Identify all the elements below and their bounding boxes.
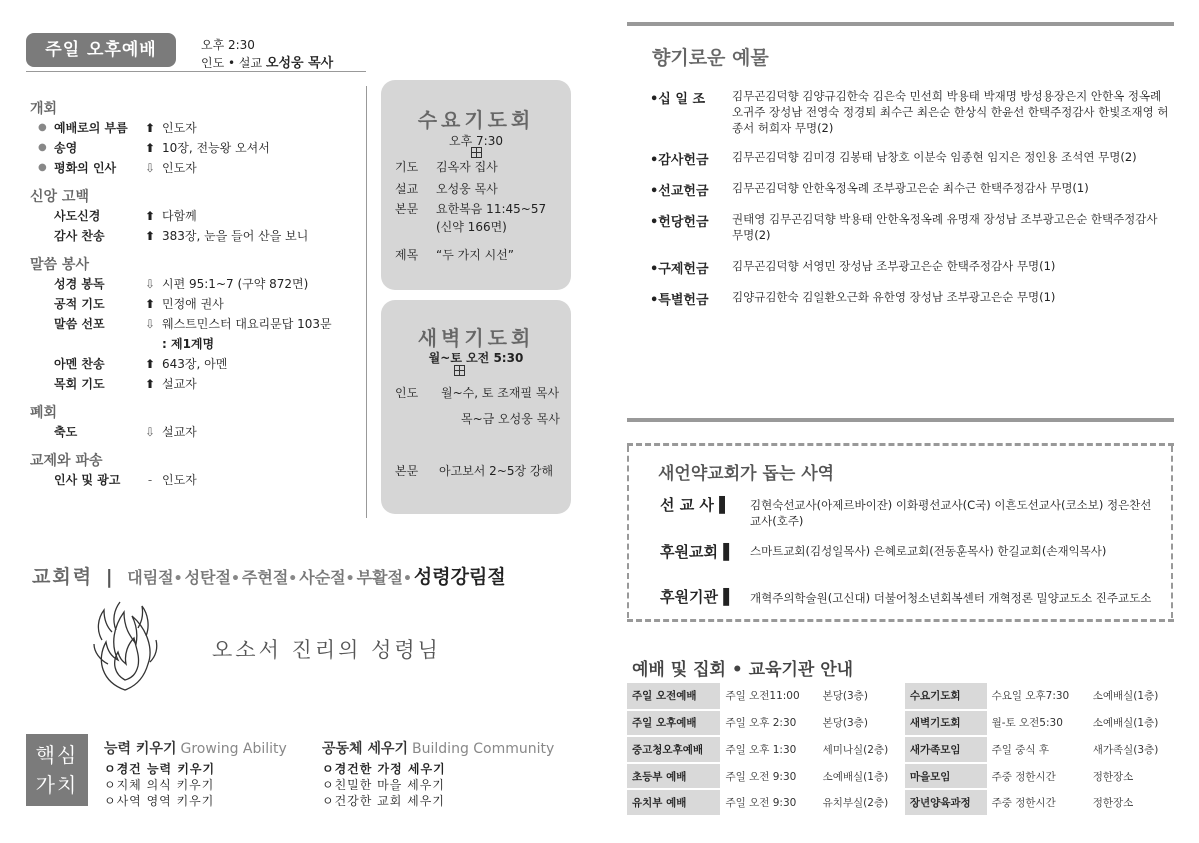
order-row xyxy=(30,422,370,442)
core-values-label-2: 가치 xyxy=(35,773,79,797)
stand-arrow-icon: ⬆ xyxy=(144,377,156,391)
column-divider xyxy=(366,86,367,518)
offering-names: 김무곤김덕향 안한옥정옥례 조부광고은순 최수근 한택주정감사 무명(1) xyxy=(732,181,1089,195)
table-row xyxy=(627,789,1175,816)
table-cell: 주일 오전 9:30 xyxy=(720,763,817,790)
order-of-service xyxy=(30,100,370,490)
dashed-border-bottom xyxy=(627,619,1174,622)
wednesday-prayer-box xyxy=(381,80,571,290)
wednesday-preacher-label: 설교 xyxy=(395,182,419,196)
support-label: 선 교 사 ▌ xyxy=(660,496,731,514)
wednesday-prayer-value: 김옥자 집사 xyxy=(436,160,498,174)
table-cell: 마을모임 xyxy=(905,763,987,790)
dawn-time: 월~토 오전 5:30 xyxy=(428,351,524,365)
wednesday-text-value: 요한복음 11:45~57 xyxy=(436,202,547,216)
table-cell: 소예배실(1층) xyxy=(1088,683,1175,710)
core-value-item: ㅇ경건 능력 키우기 xyxy=(104,762,216,776)
core-values-badge xyxy=(26,734,88,806)
bullet-icon: ● xyxy=(38,142,47,153)
service-leader-prefix: 인도 • 설교 xyxy=(201,56,263,70)
core-value-item: ㅇ사역 영역 키우기 xyxy=(104,794,215,808)
core-value-head-en: Growing Ability xyxy=(180,741,287,757)
core-value-head-en: Building Community xyxy=(412,741,555,757)
order-row xyxy=(30,274,370,294)
table-cell: 소예배실(1층) xyxy=(818,763,905,790)
table-cell: 주중 정한시간 xyxy=(987,763,1088,790)
order-item-name: 성경 봉독 xyxy=(54,277,105,291)
wednesday-preacher-value: 오성웅 목사 xyxy=(436,182,498,196)
core-value-item: ㅇ지체 의식 키우기 xyxy=(104,778,215,792)
section-heading: 개회 xyxy=(30,101,58,117)
table-cell: 본당(3층) xyxy=(818,710,905,737)
support-title: 새언약교회가 돕는 사역 xyxy=(658,464,835,484)
calendar-phrase: 오소서 진리의 성령님 xyxy=(212,638,441,662)
order-item-desc: 다함께 xyxy=(162,209,197,223)
wednesday-title: 수요기도회 xyxy=(417,108,535,132)
table-cell: 주일 오전예배 xyxy=(627,683,720,710)
wednesday-prayer-label: 기도 xyxy=(395,160,419,174)
wednesday-subject-label: 제목 xyxy=(395,248,419,262)
order-row xyxy=(30,374,370,394)
dashed-border-right xyxy=(1171,446,1173,618)
calendar-separator: • xyxy=(288,571,300,587)
table-cell: 유치부 예배 xyxy=(627,789,720,816)
core-value-item: ㅇ경건한 가정 세우기 xyxy=(322,762,446,776)
service-leader xyxy=(201,52,333,71)
offering-label: •감사헌금 xyxy=(650,153,709,168)
dawn-prayer-box xyxy=(381,300,571,514)
stand-arrow-icon: ⬆ xyxy=(144,357,156,371)
calendar-separator: • xyxy=(345,571,357,587)
bullet-icon: ● xyxy=(38,122,47,133)
offerings-title: 향기로운 예물 xyxy=(652,47,769,69)
stand-arrow-icon: ⬆ xyxy=(144,121,156,135)
offering-names: 김양규김한숙 김일환오근화 유한영 장성남 조부광고은순 무명(1) xyxy=(732,290,1056,304)
table-cell: 정한장소 xyxy=(1088,763,1175,790)
dawn-lead-line1: 월~수, 토 조재필 목사 xyxy=(441,386,560,400)
table-cell: 주일 오전11:00 xyxy=(720,683,817,710)
sit-arrow-icon: ⇩ xyxy=(144,425,156,439)
dawn-text-label: 본문 xyxy=(395,464,419,478)
section-heading: 말씀 봉사 xyxy=(30,257,89,273)
table-cell: 새벽기도회 xyxy=(905,710,987,737)
section-heading: 폐회 xyxy=(30,405,58,421)
order-item-desc: 643장, 아멘 xyxy=(162,357,228,371)
order-item-desc: 10장, 전능왕 오셔서 xyxy=(162,141,270,155)
church-calendar xyxy=(32,562,506,589)
table-row xyxy=(627,736,1175,763)
section-heading: 교제와 파송 xyxy=(30,453,103,469)
core-value-head-ko: 능력 키우기 xyxy=(104,741,177,757)
order-row xyxy=(30,314,370,334)
table-cell: 본당(3층) xyxy=(818,683,905,710)
wednesday-time: 오후 7:30 xyxy=(449,134,503,148)
table-cell: 수요기도회 xyxy=(905,683,987,710)
order-item-name: 축도 xyxy=(54,425,78,439)
offering-label: •구제헌금 xyxy=(650,262,709,277)
order-item-name: 사도신경 xyxy=(54,209,101,223)
core-values-label-1: 핵심 xyxy=(35,743,79,767)
order-row xyxy=(30,206,370,226)
order-item-desc: 설교자 xyxy=(162,425,197,439)
order-row xyxy=(30,138,370,158)
support-label-text: 선 교 사 xyxy=(660,496,714,514)
order-row xyxy=(30,334,370,354)
order-item-desc: 웨스트민스터 대요리문답 103문 xyxy=(162,317,332,331)
stand-arrow-icon: ⬆ xyxy=(144,297,156,311)
dash-icon: - xyxy=(147,473,153,487)
support-label: 후원기관 ▌ xyxy=(660,588,735,606)
table-cell: 장년양육과정 xyxy=(905,789,987,816)
service-time: 오후 2:30 xyxy=(201,38,255,52)
table-cell: 소예배실(1층) xyxy=(1088,710,1175,737)
sit-arrow-icon: ⇩ xyxy=(144,161,156,175)
offering-names: 김무곤김덕향 서영민 장성남 조부광고은순 한택주정감사 무명(1) xyxy=(732,259,1056,273)
support-label: 후원교회 ▌ xyxy=(660,543,735,561)
dawn-text-value: 아고보서 2~5장 강해 xyxy=(439,464,554,478)
dawn-title: 새벽기도회 xyxy=(417,326,535,350)
order-row xyxy=(30,118,370,138)
sit-arrow-icon: ⇩ xyxy=(144,277,156,291)
calendar-current-season: 성령강림절 xyxy=(413,566,506,588)
dashed-border-top xyxy=(627,443,1174,446)
offering-names: 권태영 김무곤김덕향 박용태 안한옥정옥례 유명재 장성남 조부광고은순 한택주정감사 무명(2) xyxy=(732,212,1158,242)
order-item-desc: 인도자 xyxy=(162,473,197,487)
support-names: 개혁주의학술원(고신대) 더불어청소년회복센터 개혁정론 밀양교도소 진주교도소 xyxy=(750,591,1152,605)
table-cell: 초등부 예배 xyxy=(627,763,720,790)
support-label-text: 후원교회 xyxy=(660,543,718,561)
order-item-desc: 설교자 xyxy=(162,377,197,391)
order-item-name: 평화의 인사 xyxy=(54,161,117,175)
service-leader-name: 오성웅 목사 xyxy=(265,56,334,71)
offering-label: •선교헌금 xyxy=(650,184,709,199)
order-item-desc: 인도자 xyxy=(162,121,197,135)
core-value-ability xyxy=(104,738,287,809)
order-item-desc: 민정애 권사 xyxy=(162,297,224,311)
core-value-head xyxy=(322,738,554,758)
offering-names: 김무곤김덕향 김미경 김봉태 남창호 이분숙 임종현 임지은 정인용 조석연 무명(2) xyxy=(732,150,1137,164)
order-row xyxy=(30,354,370,374)
calendar-separator: • xyxy=(402,571,414,587)
table-cell: 중고청오후예배 xyxy=(627,736,720,763)
order-item-desc: 인도자 xyxy=(162,161,197,175)
calendar-season: 성탄절 xyxy=(184,568,231,587)
table-cell: 주일 중식 후 xyxy=(987,736,1088,763)
stand-arrow-icon: ⬆ xyxy=(144,229,156,243)
core-value-item: ㅇ친밀한 마을 세우기 xyxy=(322,778,445,792)
calendar-season: 대림절 xyxy=(127,568,174,587)
support-names: 김현숙선교사(아제르바이잔) 이화평선교사(C국) 이흔도선교사(코소보) 정은찬선교사(호주) xyxy=(750,498,1152,528)
service-title-badge: 주일 오후예배 xyxy=(26,33,176,67)
core-value-head xyxy=(104,738,287,758)
wednesday-text-label: 본문 xyxy=(395,202,419,216)
table-row xyxy=(627,763,1175,790)
table-cell: 정한장소 xyxy=(1088,789,1175,816)
order-item-name: 감사 찬송 xyxy=(54,229,105,243)
table-cell: 세미나실(2층) xyxy=(818,736,905,763)
schedule-title: 예배 및 집회 • 교육기관 안내 xyxy=(632,660,854,680)
table-cell: 주일 오전 9:30 xyxy=(720,789,817,816)
order-item-desc: : 제1계명 xyxy=(162,337,215,351)
bullet-icon: ● xyxy=(38,162,47,173)
cross-icon xyxy=(454,365,465,376)
order-item-name: 예배로의 부름 xyxy=(54,121,128,135)
order-row xyxy=(30,226,370,246)
table-row xyxy=(627,710,1175,737)
sit-arrow-icon: ⇩ xyxy=(144,317,156,331)
core-value-item: ㅇ건강한 교회 세우기 xyxy=(322,794,445,808)
order-row xyxy=(30,294,370,314)
wednesday-subject-value: “두 가지 시선” xyxy=(436,248,515,262)
wednesday-text-sub: (신약 166면) xyxy=(436,220,507,234)
calendar-separator: • xyxy=(230,571,242,587)
support-label-text: 후원기관 xyxy=(660,588,718,606)
calendar-title: 교회력 xyxy=(32,566,94,588)
offering-label: •헌당헌금 xyxy=(650,215,709,230)
schedule-table xyxy=(627,683,1175,817)
calendar-season: 주현절 xyxy=(241,568,289,587)
header-divider xyxy=(26,71,366,72)
support-names: 스마트교회(김성일목사) 은혜로교회(전동훈목사) 한길교회(손재익목사) xyxy=(750,544,1107,558)
calendar-season: 사순절 xyxy=(299,568,346,587)
dashed-border-left xyxy=(627,446,629,618)
stand-arrow-icon: ⬆ xyxy=(144,141,156,155)
table-cell: 주일 오후예배 xyxy=(627,710,720,737)
order-item-desc: 시편 95:1~7 (구약 872면) xyxy=(162,277,309,291)
dawn-lead-line2: 목~금 오성웅 목사 xyxy=(461,412,560,426)
offering-label: •특별헌금 xyxy=(650,293,709,308)
table-cell: 월-토 오전5:30 xyxy=(987,710,1088,737)
stand-arrow-icon: ⬆ xyxy=(144,209,156,223)
order-item-name: 말씀 선포 xyxy=(54,317,105,331)
order-item-name: 공적 기도 xyxy=(54,297,105,311)
order-item-name: 목회 기도 xyxy=(54,377,105,391)
middle-rule xyxy=(627,418,1174,422)
table-row xyxy=(627,683,1175,710)
dawn-lead-label: 인도 xyxy=(395,386,419,400)
calendar-bar: | xyxy=(105,566,115,588)
order-item-name: 인사 및 광고 xyxy=(54,473,121,487)
table-cell: 수요일 오후7:30 xyxy=(987,683,1088,710)
table-cell: 주일 오후 1:30 xyxy=(720,736,817,763)
core-value-head-ko: 공동체 세우기 xyxy=(322,741,409,757)
section-heading: 신앙 고백 xyxy=(30,189,89,205)
holy-spirit-flame-icon xyxy=(90,600,160,692)
core-value-community xyxy=(322,738,554,809)
table-cell: 새가족실(3층) xyxy=(1088,736,1175,763)
order-item-desc: 383장, 눈을 들어 산을 보니 xyxy=(162,229,309,243)
table-cell: 유치부실(2층) xyxy=(818,789,905,816)
table-cell: 주중 정한시간 xyxy=(987,789,1088,816)
order-row xyxy=(30,470,370,490)
order-item-name: 아멘 찬송 xyxy=(54,357,105,371)
table-cell: 새가족모임 xyxy=(905,736,987,763)
order-item-name: 송영 xyxy=(54,141,78,155)
offering-label: •십 일 조 xyxy=(650,92,706,107)
offering-names: 김무곤김덕향 김양규김한숙 김은숙 민선희 박용태 박재명 방성용장은지 안한옥 정옥례 오귀주 장성남 전영숙 정경퇴 최수근 최은순 한상식 한윤선 한택주정감사 한빛조재영 허종서 허희자 무명(2) xyxy=(732,89,1169,135)
table-cell: 주일 오후 2:30 xyxy=(720,710,817,737)
calendar-separator: • xyxy=(173,571,185,587)
cross-icon xyxy=(471,147,482,158)
top-rule xyxy=(627,22,1174,26)
order-row xyxy=(30,158,370,178)
calendar-season: 부활절 xyxy=(356,568,403,587)
